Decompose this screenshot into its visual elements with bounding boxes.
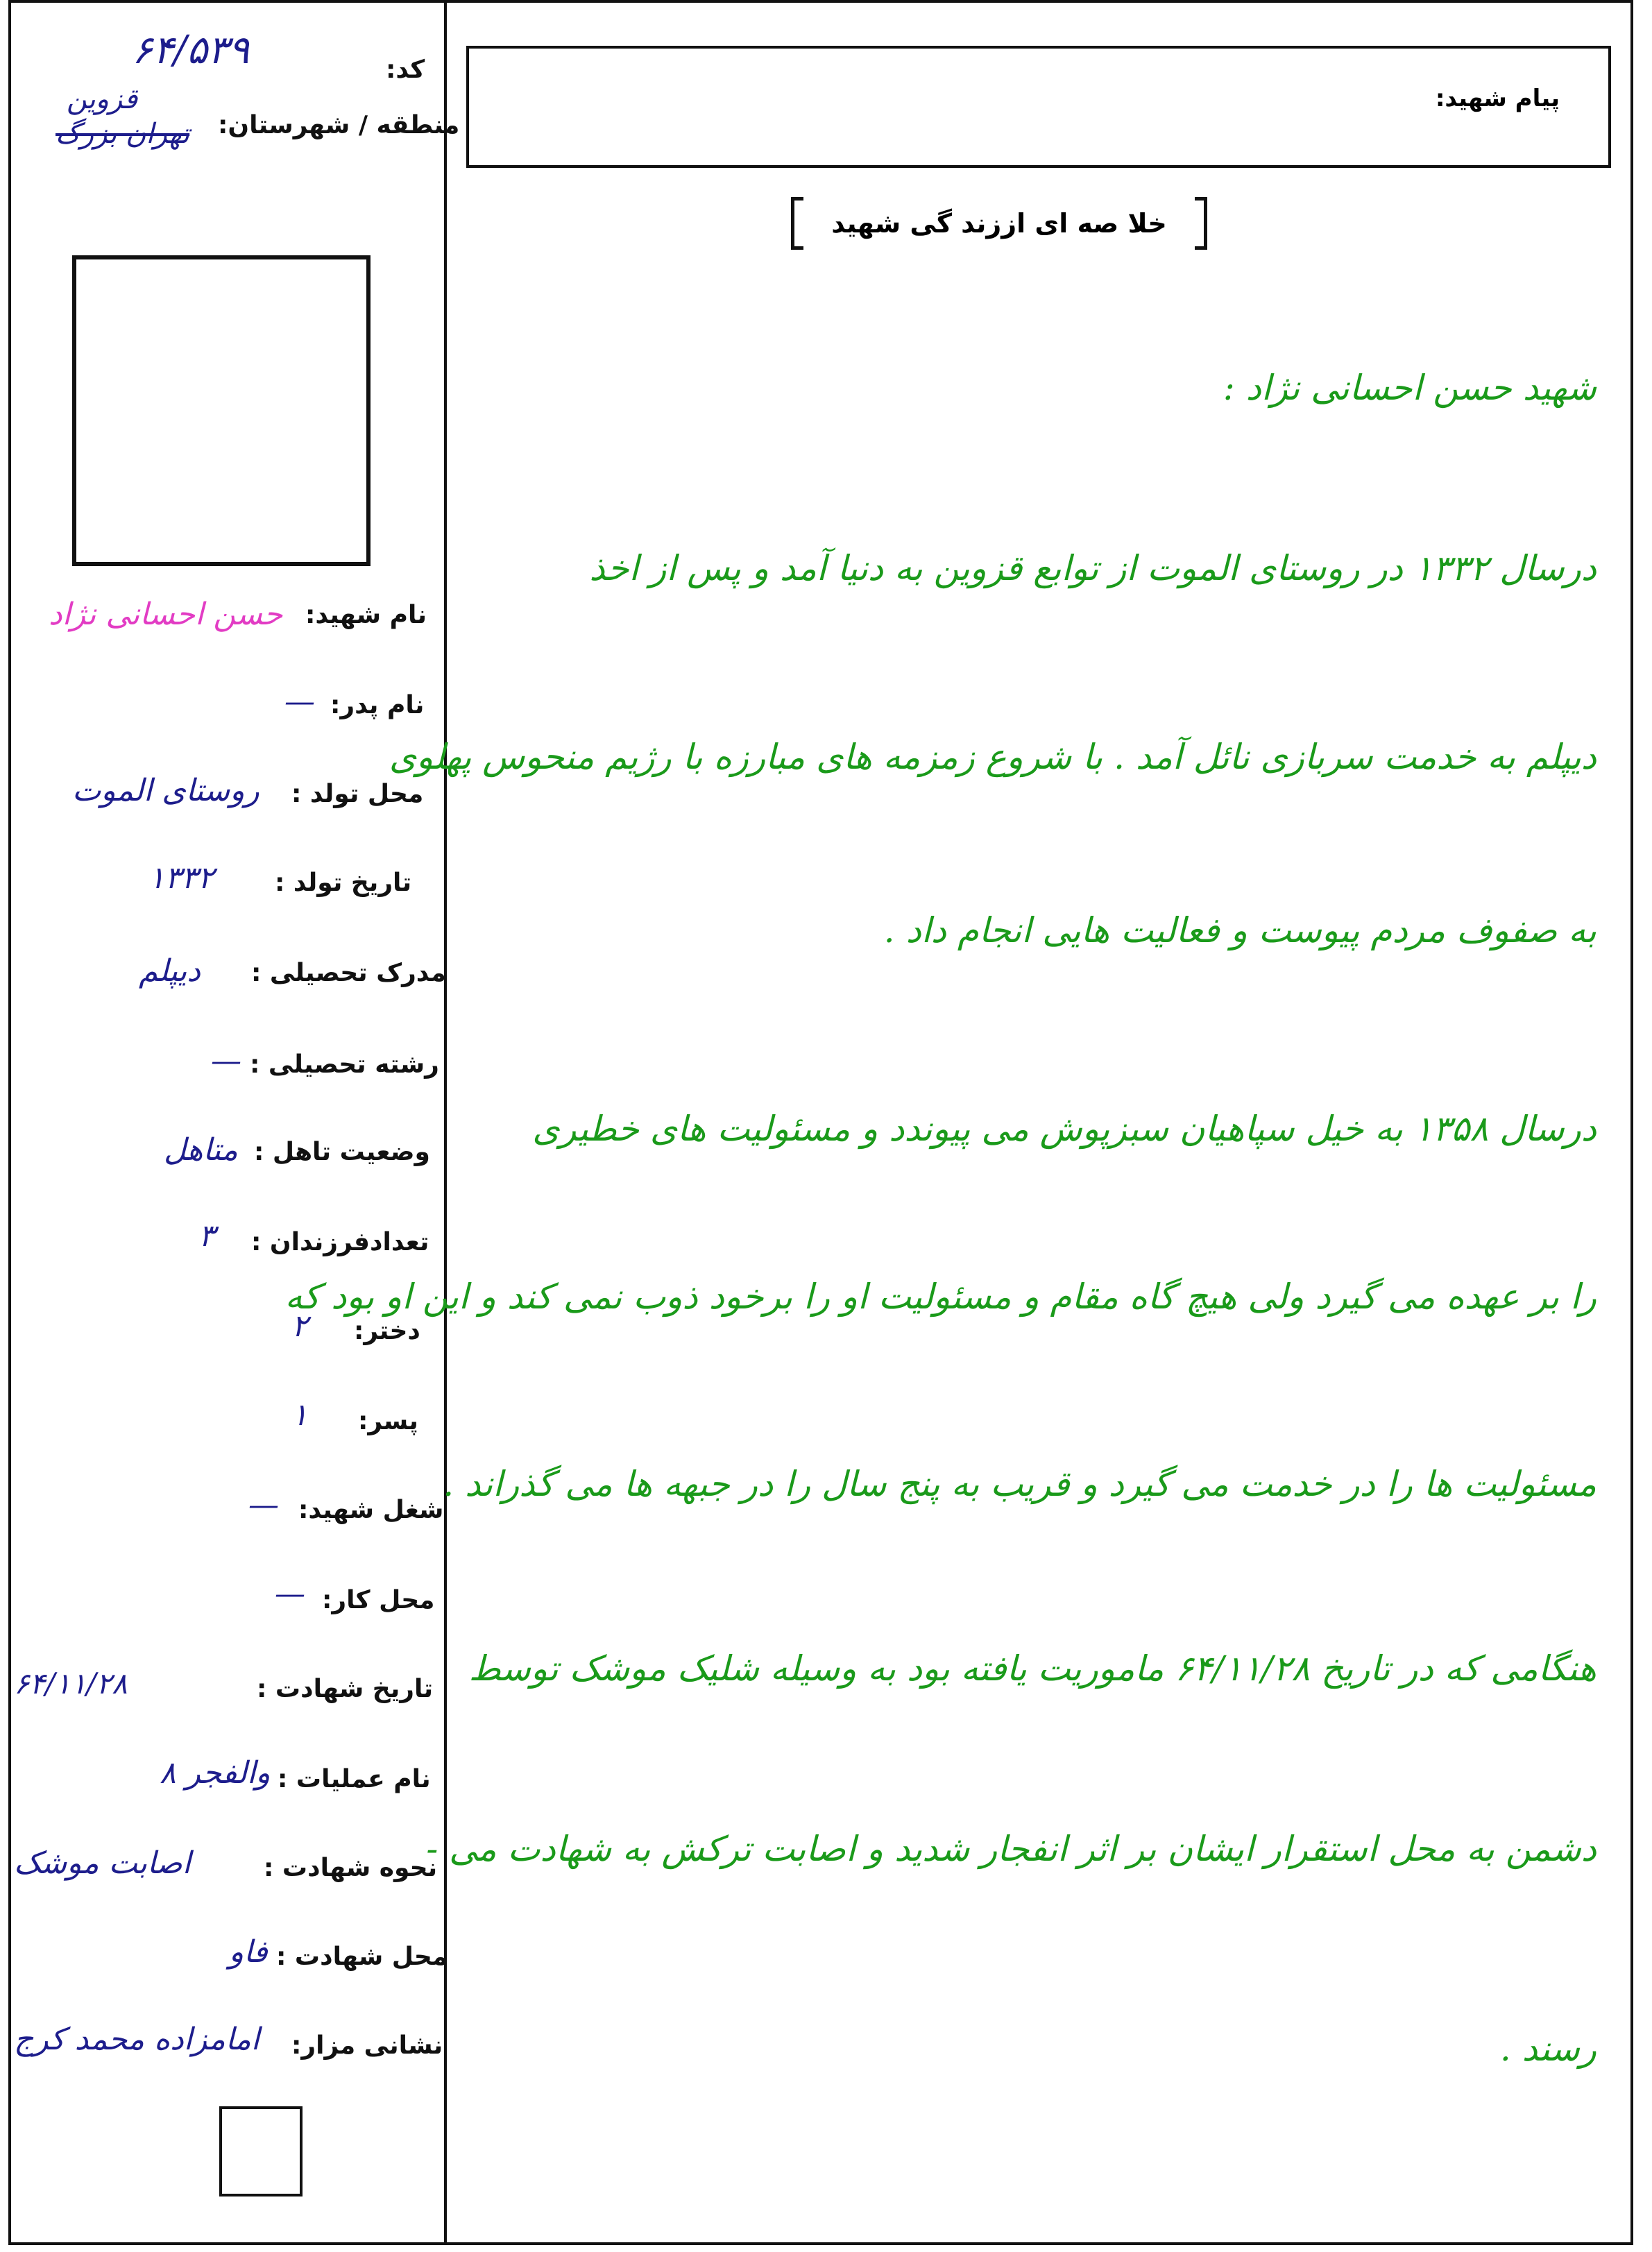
region-label: منطقه / شهرستان: [218, 111, 460, 139]
martyrdom-date-label: تاریخ شهادت : [257, 1675, 434, 1703]
place-label: محل شهادت : [276, 1943, 448, 1971]
bio-line-4: درسال ۱۳۵۸ به خیل سپاهیان سبزپوش می پیوندد و مسئولیت های خطیری [532, 1109, 1596, 1149]
place-value: فاو [229, 1934, 268, 1970]
daughter-label: دختر: [354, 1317, 420, 1345]
bio-heading-text: خلا صه ای اززند گی شهید [831, 208, 1167, 239]
birthdate-label: تاریخ تولد : [275, 869, 412, 897]
code-value: ۶۴/۵۳۹ [132, 28, 250, 73]
workplace-value: — [275, 1576, 305, 1612]
education-value: دیپلم [139, 953, 201, 989]
bio-line-5: را بر عهده می گیرد ولی هیچ گاه مقام و مسئولیت او را برخود ذوب نمی کند و این او بود که [284, 1277, 1596, 1317]
son-label: پسر: [358, 1407, 418, 1435]
operation-value: والفجر ۸ [160, 1755, 271, 1791]
education-label: مدرک تحصیلی : [251, 959, 446, 987]
stamp-box [219, 2106, 303, 2196]
father-label: نام پدر: [330, 691, 425, 719]
column-divider [444, 0, 447, 2245]
grave-label: نشانی مزار: [291, 2031, 443, 2060]
bracket-right [1195, 197, 1207, 250]
bio-line-3: به صفوف مردم پیوست و فعالیت هایی انجام داد . [883, 910, 1596, 950]
region-value: قزوین [67, 83, 138, 115]
operation-label: نام عملیات : [278, 1765, 431, 1793]
bio-line-9: رسند . [1499, 2029, 1596, 2069]
daughter-value: ۲ [291, 1308, 308, 1344]
cause-label: نحوه شهادت : [264, 1854, 438, 1882]
martyrdom-date-value: ۶۴/۱۱/۲۸ [14, 1666, 128, 1700]
field-label: رشته تحصیلی : [250, 1050, 439, 1079]
bio-line-7: هنگامی که در تاریخ ۶۴/۱۱/۲۸ ماموریت یافته بود به وسیله شلیک موشک توسط [468, 1648, 1596, 1689]
bio-heading [791, 197, 1207, 250]
grave-value: امامزاده محمد کرج [14, 2022, 260, 2057]
martyr-name-label: نام شهید: [305, 601, 427, 629]
children-label: تعدادفرزندان : [251, 1228, 429, 1256]
cause-value: اصابت موشک [14, 1845, 191, 1881]
martyr-message-box [466, 46, 1611, 168]
job-value: — [248, 1487, 279, 1523]
bio-line-1: درسال ۱۳۳۲ در روستای الموت از توابع قزوین به دنیا آمد و پس از اخذ [589, 548, 1596, 588]
martyr-message-label: پیام شهید: [1435, 85, 1560, 112]
birthdate-value: ۱۳۳۲ [148, 860, 214, 896]
bio-line-6: مسئولیت ها را در خدمت می گیرد و قریب به پنج سال را در جبهه ها می گذراند . [443, 1464, 1596, 1504]
children-value: ۳ [198, 1218, 215, 1254]
workplace-label: محل کار: [322, 1586, 435, 1614]
job-label: شغل شهید: [298, 1496, 444, 1524]
birthplace-value: روستای الموت [72, 773, 259, 808]
father-value: — [284, 684, 315, 719]
photo-placeholder [72, 255, 371, 566]
marital-label: وضعیت تاهل : [254, 1138, 430, 1166]
martyr-name-value: حسن احسانی نژاد [49, 597, 283, 632]
bracket-left [791, 197, 803, 250]
region-struck-value: تهران بزرگ [56, 118, 190, 150]
bio-line-8: دشمن به محل استقرار ایشان بر اثر انفجار شدید و اصابت ترکش به شهادت می - [426, 1829, 1596, 1869]
son-value: ۱ [291, 1397, 308, 1433]
birthplace-label: محل تولد : [291, 780, 424, 808]
bio-title: شهید حسن احسانی نژاد : [1223, 368, 1596, 408]
marital-value: متاهل [164, 1132, 238, 1168]
code-label: کد: [386, 56, 425, 84]
bio-line-2: دیپلم به خدمت سربازی نائل آمد . با شروع زمزمه های مبارزه با رژیم منحوس پهلوی [389, 737, 1596, 777]
field-value: — [211, 1043, 241, 1079]
